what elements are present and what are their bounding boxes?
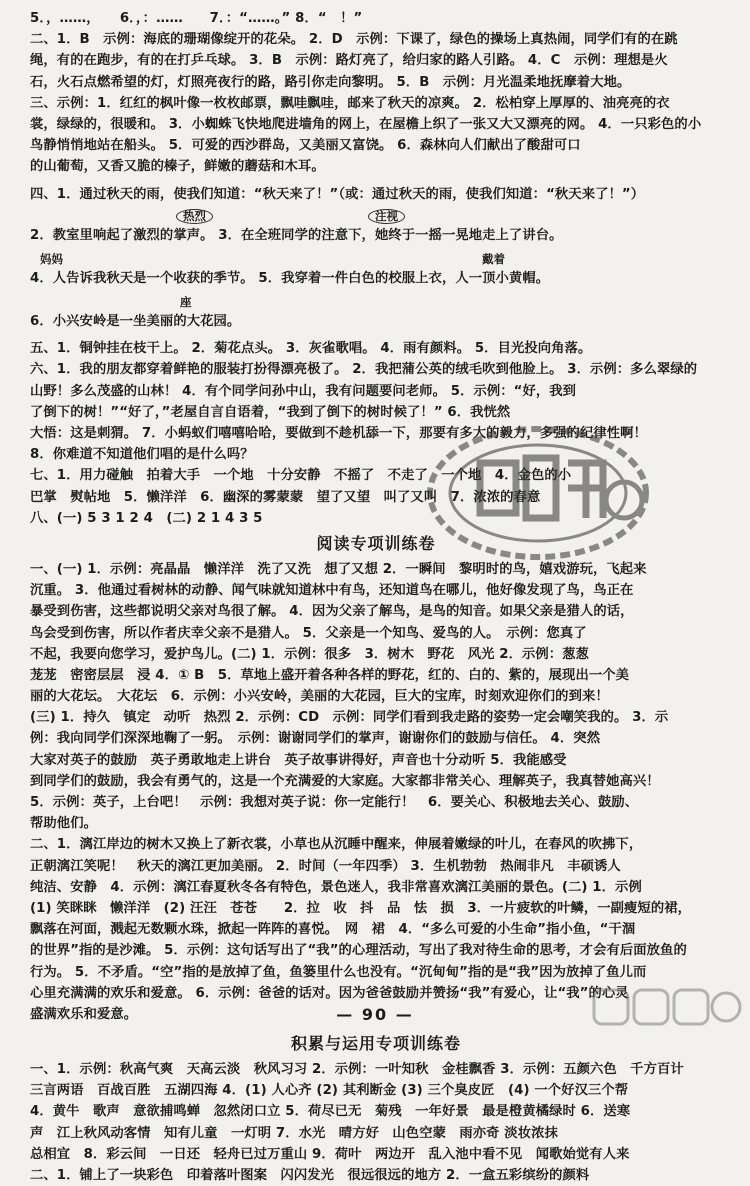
- section-heading-reading: 阅读专项训练卷: [316, 533, 436, 553]
- text-line: 六、1．我的朋友都穿着鲜艳的服装打扮得漂亮极了。 2．我把蒲公英的绒毛吹到他脸上。 3．示例：多么翠绿的: [30, 362, 698, 378]
- text-line: 总相宜 8．彩云间 一日还 轻舟已过万重山 9．荷叶 两边开 乱入池中看不见 闻歌始觉有人来: [30, 1146, 630, 1162]
- text-line: 的世界”指的是沙滩。 5．示例：这句话写出了“我”的心理活动，写出了我对待生命的思考，才会有后面放鱼的: [30, 943, 687, 959]
- text-line: 三、示例：1．红红的枫叶像一枚枚邮票，飘哇飘哇，邮来了秋天的凉爽。 2．松柏穿上厚厚的、油亮亮的衣: [30, 95, 670, 111]
- text-line: 5．示例：英子，上台吧！ 示例：我想对英子说：你一定能行！ 6．要关心、积极地去关心、鼓励、: [30, 795, 639, 810]
- text-line: 山野！多么茂盛的山林！ 4．有个同学问孙中山，我有问题要问老师。 5．示例：“好，我到: [30, 383, 577, 399]
- text-line: 盛满欢乐和爱意。: [30, 1006, 138, 1022]
- text-line: 绳，有的在跑步，有的在打乒乓球。 3．B 示例：路灯亮了，给归家的路人引路。 4．C 示例：理想是火: [30, 53, 668, 69]
- text-line: 飘落在河面，溅起无数颗水珠，掀起一阵阵的喜悦。 网 裙 4．“多么可爱的小生命”指小鱼，“干涸: [30, 922, 636, 938]
- text-line: 四、1．通过秋天的雨，使我们知道：“秋天来了！”（或：通过秋天的雨，使我们知道：“秋天来了！”）: [30, 186, 645, 202]
- text-line: 三言两语 百战百胜 五湖四海 4．(1) 人心齐 (2) 其利断金 (3) 三个臭皮匠 (4) 一个好汉三个帮: [30, 1083, 629, 1099]
- answers-reading: [30, 559, 722, 834]
- text-line: (三) 1．持久 镇定 动听 热烈 2．示例：CD 示例：同学们看到我走路的姿势一定会嘲笑我的。 3．示: [30, 710, 669, 726]
- text-line: 茏茏 密密层层 浸 4．① B 5．草地上盛开着各种各样的野花，红的、白的、紫的，展现出一个美: [30, 667, 630, 683]
- text-line: 行为。 5．不矛盾。“空”指的是放掉了鱼，鱼篓里什么也没有。“沉甸甸”指的是“我”因为放掉了鱼儿而: [30, 964, 647, 980]
- text-line: 一、(一) 1．示例：亮晶晶 懒洋洋 洗了又洗 想了又想 2．一瞬间 黎明时的鸟，嬉戏游玩，飞起来: [30, 561, 647, 577]
- text-line: 暴受到伤害，这些都说明父亲对鸟很了解。 4．因为父亲了解鸟，是鸟的知音。如果父亲是猎人的话，: [30, 604, 634, 620]
- text-line: 鸟静悄悄地站在船头。 5．可爱的西沙群岛，又美丽又富饶。 6．森林向人们献出了酸甜可口: [30, 138, 581, 154]
- text-line: 了倒下的树！”“好了，”老屋自言自语着，“我到了倒下的树时候了！” 6．我恍然: [30, 404, 511, 420]
- correction-annotation-row: [30, 295, 722, 311]
- text-line: 丽的大花坛。 大花坛 6．示例：小兴安岭，美丽的大花园，巨大的宝库，时刻欢迎你们的到来！: [30, 689, 609, 705]
- text-line: 沉重。 3．他通过看树林的动静、闻气味就知道林中有鸟，还知道鸟在哪儿，他好像发现了鸟，鸟正在: [30, 583, 634, 599]
- text-line: 4．人告诉我秋天是一个收获的季节。 5．我穿着一件白色的校服上衣，人一顶小黄帽。: [30, 270, 550, 286]
- text-line: 正朝漓江笑呢！ 秋天的漓江更加美丽。 2．时间（一年四季） 3．生机勃勃 热闹非凡 丰硕诱人: [30, 858, 621, 874]
- correction-mark: 注视: [368, 209, 405, 224]
- page-number: — 90 —: [336, 1005, 414, 1024]
- text-line: 5．，……， 6．，：…… 7．：“……。” 8．“ ！”: [30, 11, 363, 26]
- text-line: 8．你难道不知道他们唱的是什么吗？: [30, 447, 254, 463]
- correction-annotation-row: [30, 209, 722, 225]
- answers-reading-part2: [30, 834, 722, 1025]
- text-line: 到同学们的鼓励，我会有勇气的，这是一个充满爱的大家庭。大家都非常关心、理解英子，我真替她高兴！: [30, 773, 660, 789]
- text-line: 大悟：这是刺猬。 7．小蚂蚁们嘻嘻哈哈，要做到不趁机舔一下，那要有多大的毅力，多强的纪律性啊！: [30, 426, 647, 441]
- correction-annotation-row: [30, 252, 722, 268]
- text-line: 的山葡萄，又香又脆的榛子，鲜嫩的蘑菇和木耳。: [30, 159, 325, 175]
- text-line: 大家对英子的鼓励 英子勇敢地走上讲台 英子故事讲得好，声音也十分动听 5．我能感受: [30, 752, 567, 768]
- text-line: 二、1．铺上了一块彩色 印着落叶图案 闪闪发光 很远很远的地方 2．一盒五彩缤纷的颜料: [30, 1168, 590, 1183]
- text-line: 八、(一) 5 3 1 2 4 (二) 2 1 4 3 5: [30, 510, 263, 526]
- text-line: 裳，绿绿的，很暖和。 3．小蜘蛛飞快地爬进墙角的网上，在屋檐上织了一张又大又漂亮的网。 4．一只彩色的小: [30, 116, 702, 132]
- text-line: 帮助他们。: [30, 816, 97, 832]
- text-line: 石，火石点燃希望的灯，灯照亮夜行的路，路引你走向黎明。 5．B 示例：月光温柔地抚摩着大地。: [30, 74, 631, 90]
- text-line: 心里充满满的欢乐和爱意。 6．示例：爸爸的话对。因为爸爸鼓励并赞扬“我”有爱心，让“我”的心灵: [30, 985, 629, 1001]
- answers-accumulation: [30, 1059, 722, 1186]
- section-four-corrections: [30, 184, 722, 333]
- correction-mark: 戴着: [482, 251, 505, 266]
- correction-mark: 妈妈: [40, 251, 63, 266]
- text-line: 七、1．用力碰触 拍着大手 一个地 十分安静 不摇了 不走了 一个地 4．金色的小: [30, 468, 572, 484]
- answers-middle: [30, 338, 722, 529]
- correction-mark: 热烈: [176, 209, 213, 224]
- text-line: 五、1．铜钟挂在枝干上。 2．菊花点头。 3．灰雀歌唱。 4．雨有颜料。 5．目光投向角落。: [30, 341, 592, 357]
- text-line: 4．黄牛 歌声 意欲捕鸣蝉 忽然闭口立 5．荷尽已无 菊残 一年好景 最是橙黄橘绿时 6．送寒: [30, 1104, 631, 1120]
- text-line: 6．小兴安岭是一坐美丽的大花园。: [30, 314, 241, 330]
- answers-top: [30, 8, 722, 178]
- section-heading-accumulation: 积累与运用专项训练卷: [290, 1034, 461, 1054]
- text-line: 声 江上秋风动客情 知有儿童 一灯明 7．水光 晴方好 山色空蒙 雨亦奇 淡妆浓抹: [30, 1125, 558, 1141]
- text-line: 二、1．漓江岸边的树木又换上了新衣裳，小草也从沉睡中醒来，伸展着嫩绿的叶儿，在春风的吹拂下，: [30, 837, 643, 853]
- text-line: 鸟会受到伤害，所以作者庆幸父亲不是猎人。 5．父亲是一个知鸟、爱鸟的人。 示例：您真了: [30, 625, 587, 641]
- correction-mark: 座: [180, 295, 192, 310]
- text-line: 2．教室里响起了激烈的掌声。 3．在全班同学的注意下，她终于一摇一晃地走上了讲台。: [30, 227, 563, 243]
- text-line: 纯洁、安静 4．示例：漓江春夏秋冬各有特色，景色迷人，我非常喜欢漓江美丽的景色。(二) 1．示例: [30, 879, 642, 895]
- text-line: 例：我向同学们深深地鞠了一躬。 示例：谢谢同学们的掌声，谢谢你们的鼓励与信任。 4．突然: [30, 731, 601, 747]
- text-line: (1) 笑眯眯 懒洋洋 (2) 汪汪 苍苍 2．拉 收 抖 品 怯 损 3．一片疲软的叶鳞，一副瘦短的裙，: [30, 900, 692, 916]
- text-line: 二、1．B 示例：海底的珊瑚像绽开的花朵。 2．D 示例：下课了，绿色的操场上真热闹，同学们有的在跳: [30, 32, 678, 48]
- text-line: 巴掌 熨帖地 5．懒洋洋 6．幽深的雾蒙蒙 望了又望 叫了又叫 7．浓浓的春意: [30, 489, 541, 505]
- text-line: 一、1．示例：秋高气爽 天高云淡 秋风习习 2．示例：一叶知秋 金桂飘香 3．示例：五颜六色 千方百计: [30, 1062, 684, 1078]
- text-line: 不起，我要向您学习，爱护鸟儿。(二) 1．示例：很多 3．树木 野花 风光 2．示例：葱葱: [30, 646, 589, 662]
